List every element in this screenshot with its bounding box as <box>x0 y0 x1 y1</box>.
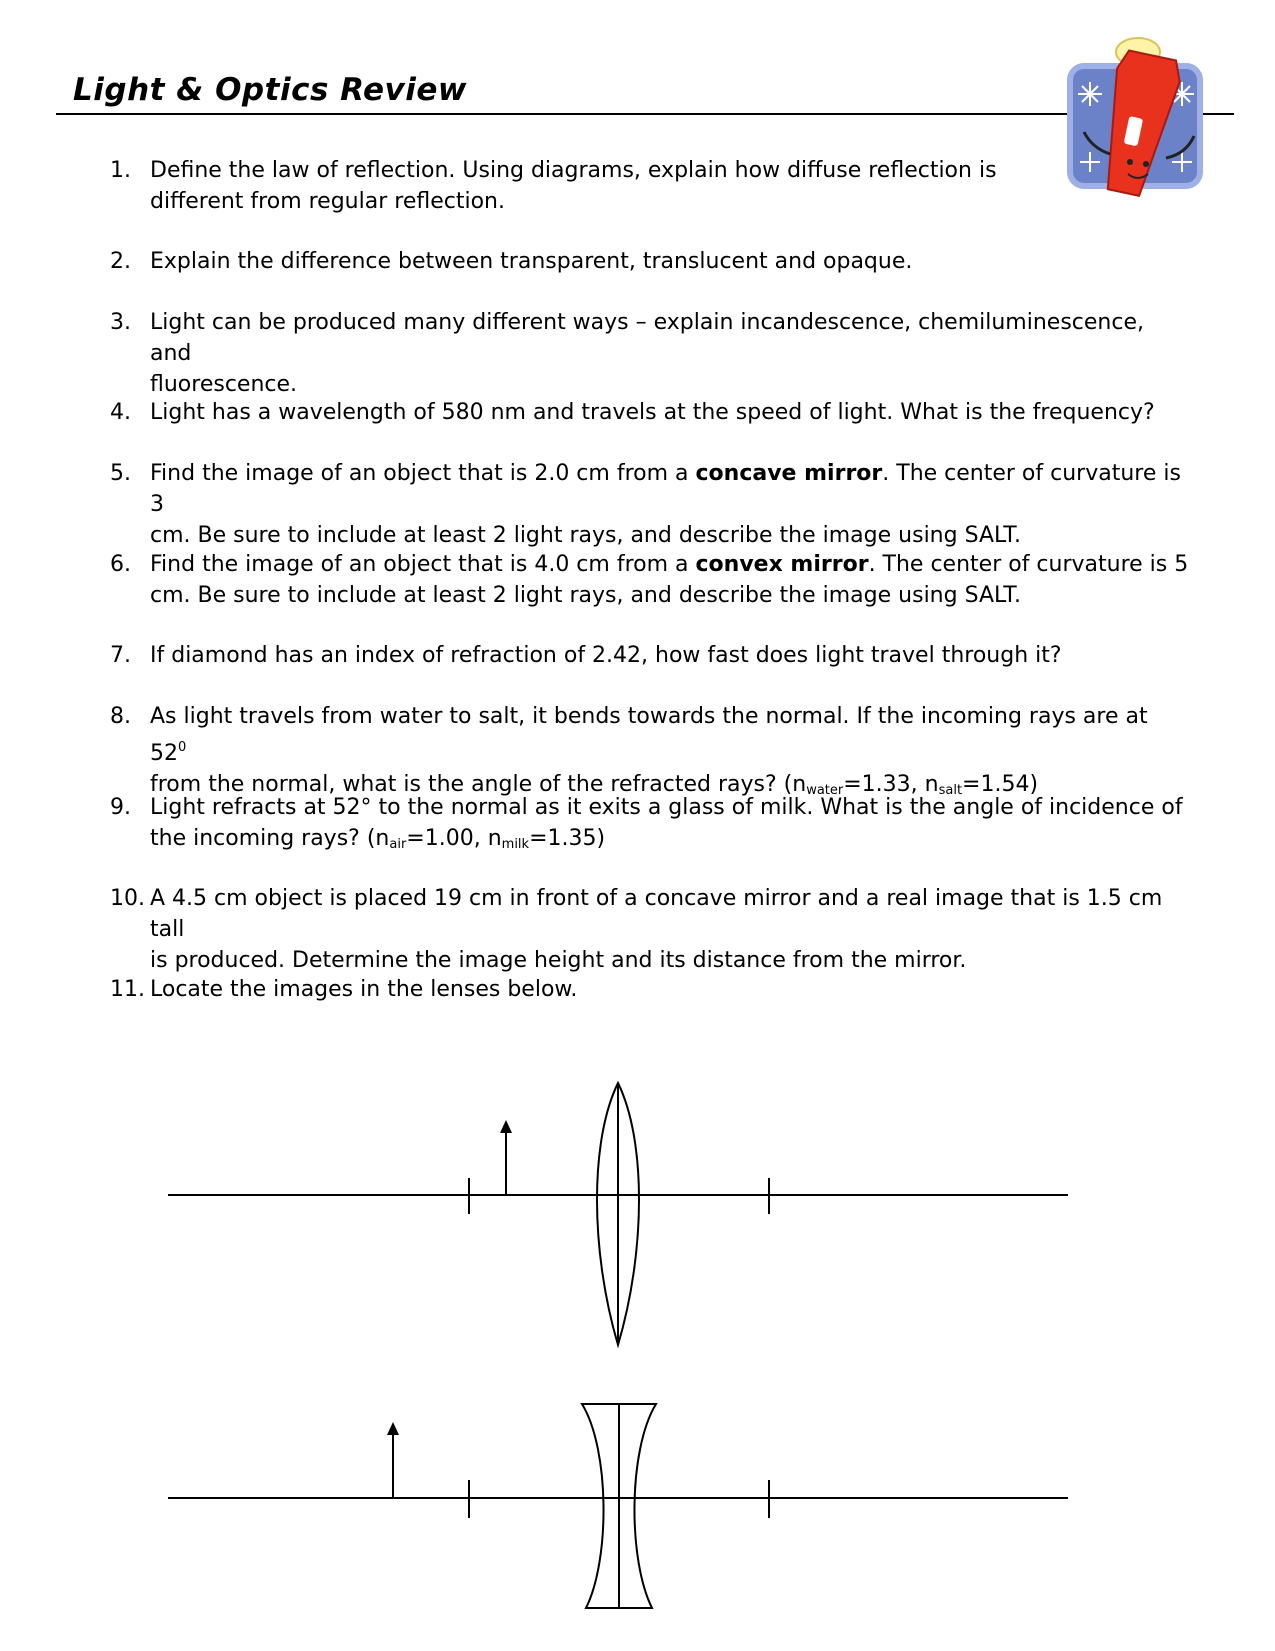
question-number: 11. <box>110 977 145 1002</box>
subscript: milk <box>501 837 530 852</box>
question-number: 10. <box>110 886 145 911</box>
question-line: the incoming rays? (n <box>150 826 390 851</box>
question-line: Define the law of reflection. Using diagrams, explain how diffuse reflection is <box>150 158 997 183</box>
question-text <box>150 307 1190 400</box>
question-line: cm. Be sure to include at least 2 light rays, and describe the image using SALT. <box>150 523 1022 548</box>
question-line: A 4.5 cm object is placed 19 cm in front of a concave mirror and a real image that is 1.5 cm tall <box>150 886 1163 942</box>
question-line: Explain the difference between transparent, translucent and opaque. <box>150 249 913 274</box>
question-number: 6. <box>110 552 131 577</box>
question-line: =1.33, n <box>843 772 939 797</box>
question-text <box>150 701 1190 806</box>
convex-lens-diagram <box>168 1083 1068 1345</box>
question-number: 7. <box>110 643 131 668</box>
question-line: Light has a wavelength of 580 nm and travels at the speed of light. What is the frequency? <box>150 400 1155 425</box>
subscript: salt <box>938 783 963 798</box>
question-line: Find the image of an object that is 4.0 cm from a <box>150 552 696 577</box>
question-text <box>150 458 1190 551</box>
emphasis-term: concave mirror <box>695 461 883 486</box>
question-number: 3. <box>110 310 131 335</box>
question-number: 2. <box>110 249 131 274</box>
question-text <box>150 246 1190 277</box>
question-line: =1.35) <box>529 826 606 851</box>
question-text <box>150 792 1190 860</box>
question-text <box>150 155 1190 217</box>
question-line: is produced. Determine the image height and its distance from the mirror. <box>150 948 967 973</box>
question-text <box>150 974 1190 1005</box>
question-line: As light travels from water to salt, it bends towards the normal. If the incoming rays are at 52 <box>150 704 1148 766</box>
question-line: Light refracts at 52° to the normal as it exits a glass of milk. What is the angle of incidence of <box>150 795 1183 820</box>
question-line: =1.00, n <box>406 826 502 851</box>
question-number: 4. <box>110 400 131 425</box>
emphasis-term: convex mirror <box>695 552 869 577</box>
question-line: fluorescence. <box>150 372 298 397</box>
title-underline <box>56 113 1234 115</box>
concave-lens-diagram <box>168 1404 1068 1608</box>
page-title: Light & Optics Review <box>73 72 468 108</box>
arrow-head <box>387 1422 399 1435</box>
question-number: 9. <box>110 795 131 820</box>
arrow-head <box>500 1120 512 1133</box>
question-text <box>150 883 1190 976</box>
question-line: cm. Be sure to include at least 2 light rays, and describe the image using SALT. <box>150 583 1022 608</box>
question-number: 8. <box>110 704 131 729</box>
question-line: . The center of curvature is 5 <box>868 552 1189 577</box>
lens-diagrams <box>0 1060 1275 1620</box>
question-number: 1. <box>110 158 131 183</box>
question-text <box>150 640 1190 671</box>
question-text <box>150 549 1190 611</box>
question-line: Light can be produced many different ways – explain incandescence, chemiluminescence, and <box>150 310 1144 366</box>
question-line: Find the image of an object that is 2.0 cm from a <box>150 461 696 486</box>
superscript: 0 <box>178 740 187 755</box>
question-line: . The center of curvature is 3 <box>150 461 1181 517</box>
subscript: water <box>806 783 844 798</box>
question-line: Locate the images in the lenses below. <box>150 977 578 1002</box>
question-line: from the normal, what is the angle of the refracted rays? (n <box>150 772 807 797</box>
subscript: air <box>389 837 407 852</box>
question-line: different from regular reflection. <box>150 189 505 214</box>
question-number: 5. <box>110 461 131 486</box>
question-line: If diamond has an index of refraction of 2.42, how fast does light travel through it? <box>150 643 1062 668</box>
question-text <box>150 397 1190 428</box>
question-line: =1.54) <box>962 772 1039 797</box>
